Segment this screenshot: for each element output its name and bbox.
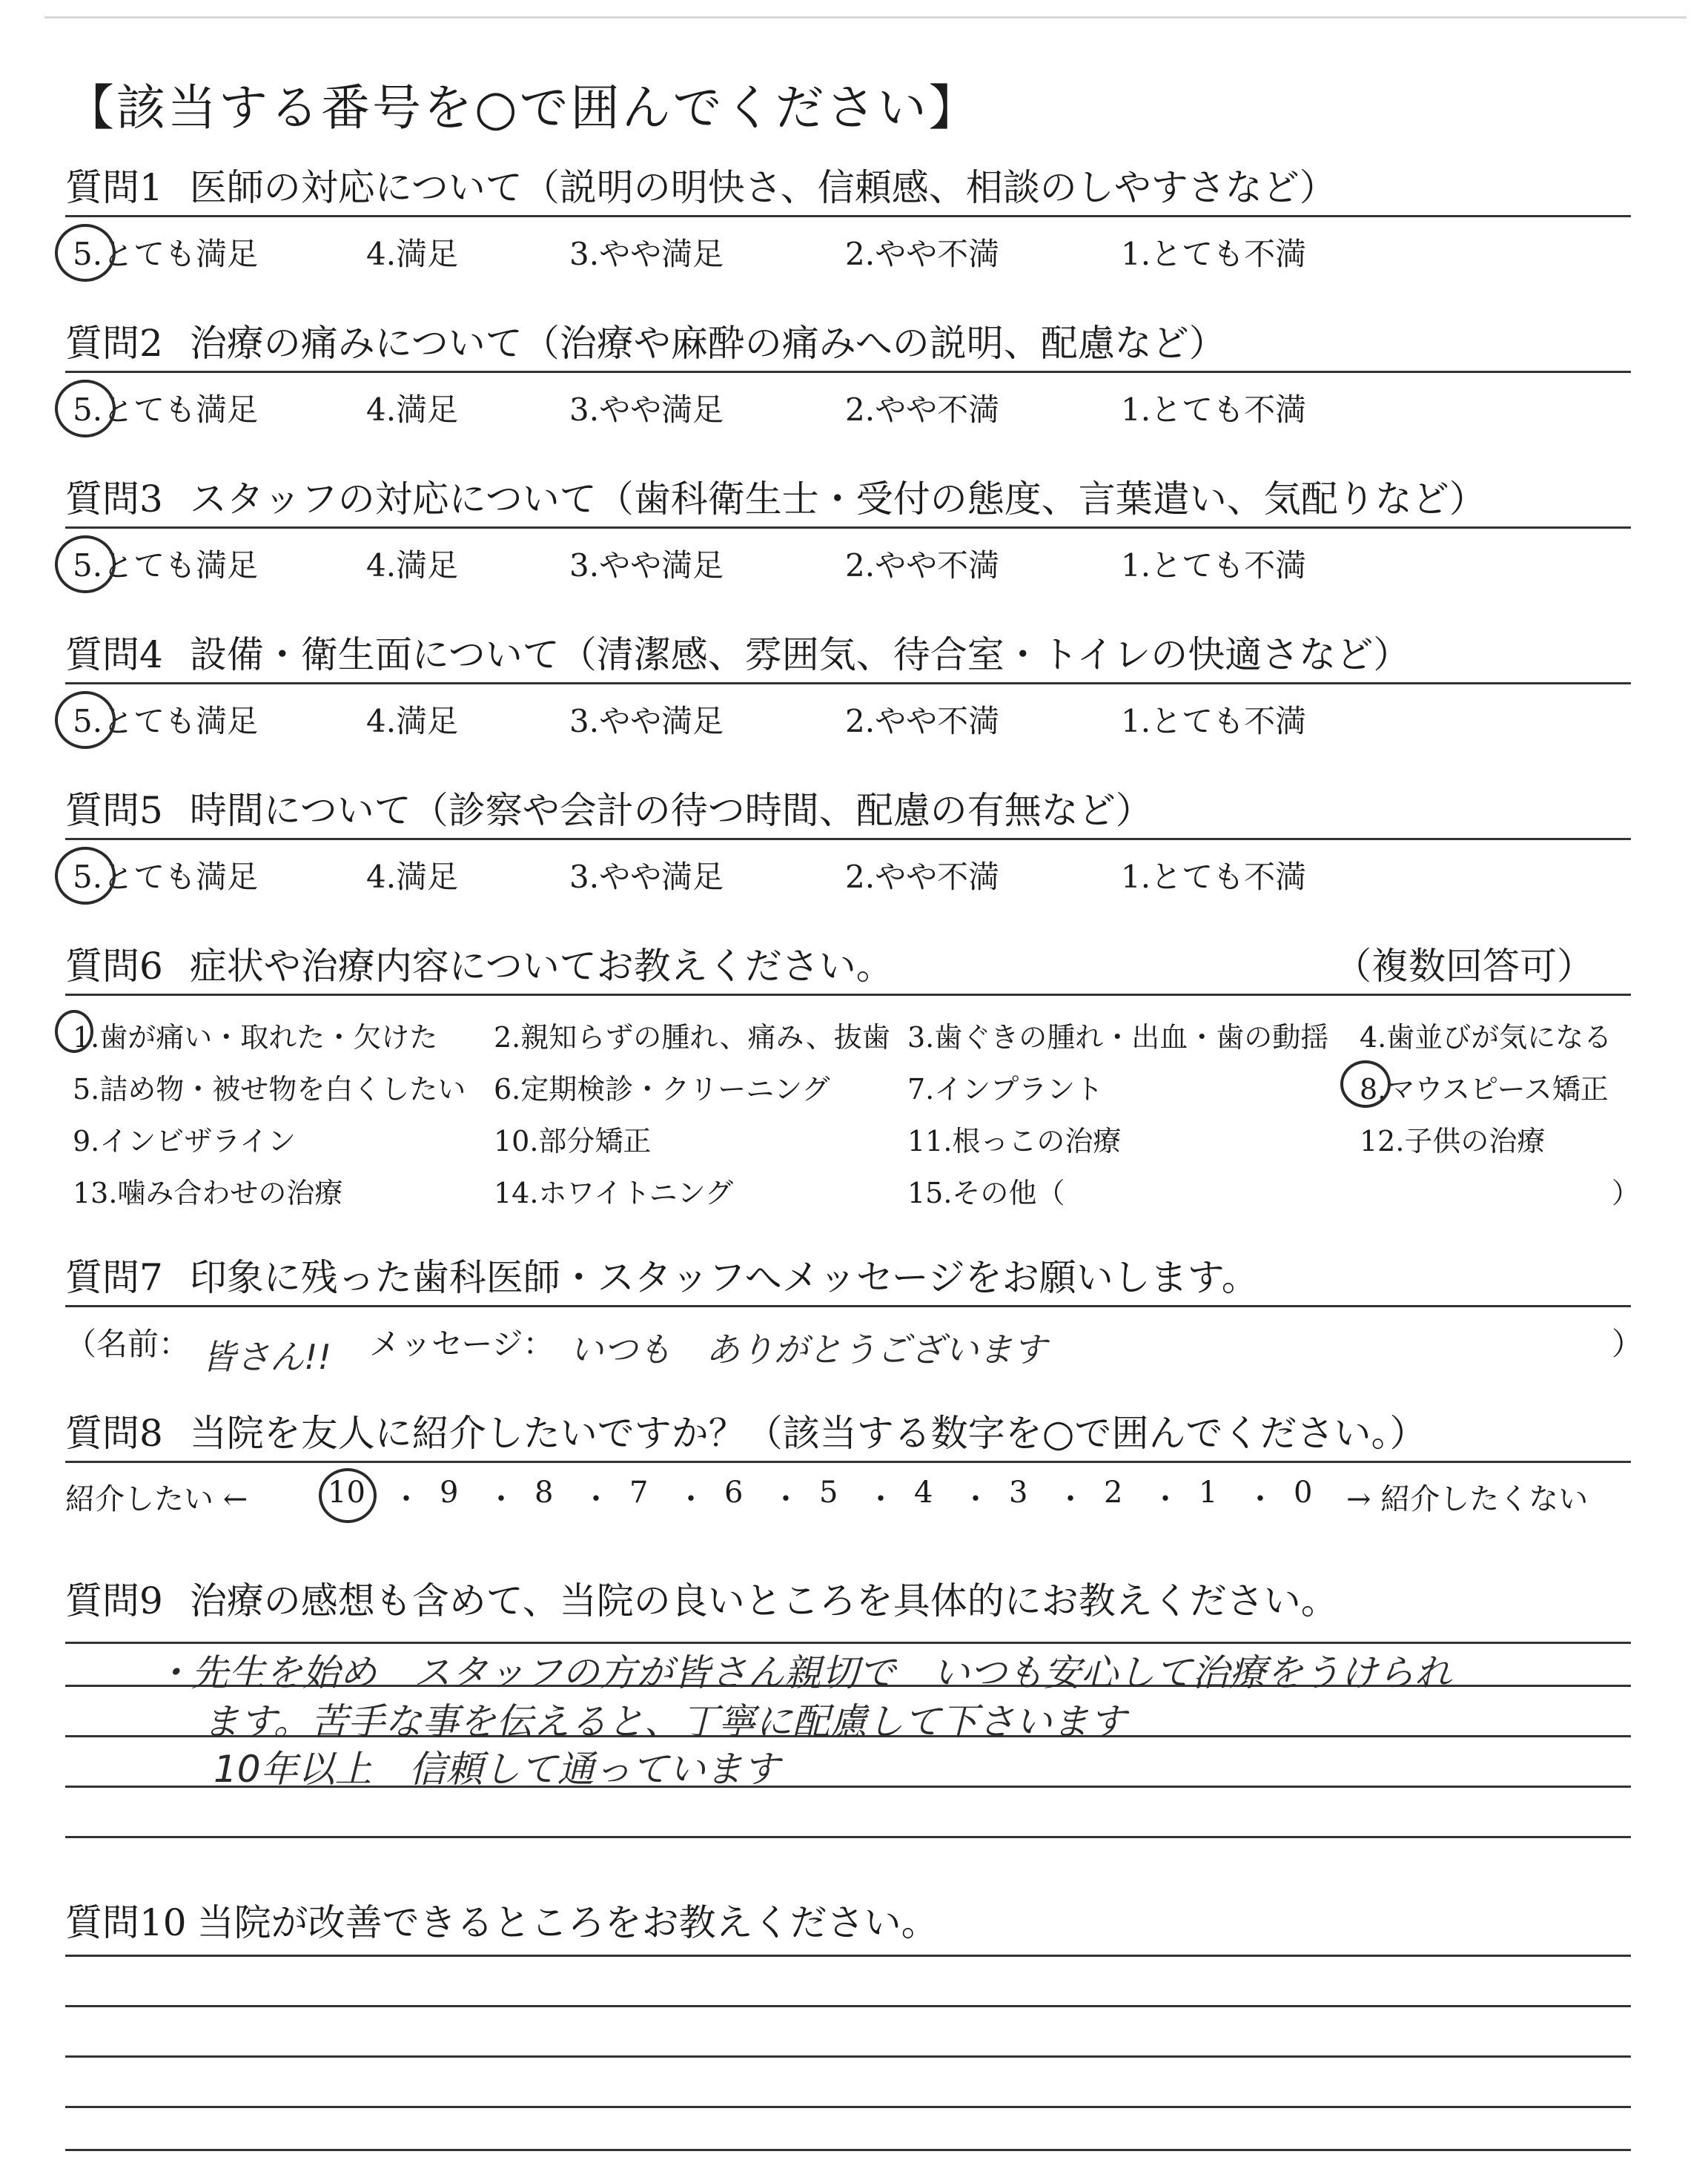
option-1[interactable]: 1.歯が痛い・取れた・欠けた — [73, 1021, 438, 1054]
scale-10[interactable]: 10 — [328, 1476, 365, 1510]
option-15-close: ） — [1612, 1177, 1641, 1209]
rating-3[interactable]: 3.やや満足 — [569, 547, 724, 584]
scale-1[interactable]: 1 — [1199, 1476, 1218, 1510]
recommend-right-label: → 紹介したくない — [1346, 1482, 1589, 1516]
question-number: 質問1 — [65, 166, 163, 209]
rating-1[interactable]: 1.とても不満 — [1121, 703, 1307, 739]
answer-line-1[interactable]: ・先生を始め スタッフの方が皆さん親切で いつも安心して治療をうけられ — [154, 1651, 1452, 1694]
scale-dot: ・ — [1151, 1482, 1180, 1516]
rating-5[interactable]: 5.とても満足 — [73, 703, 259, 739]
question-text: 医師の対応について（説明の明快さ、信頼感、相談のしやすさなど） — [189, 166, 1337, 209]
rating-2[interactable]: 2.やや不満 — [845, 392, 1000, 428]
rating-1[interactable]: 1.とても不満 — [1121, 236, 1307, 272]
multiple-answer-note: （複数回答可） — [1334, 945, 1594, 988]
rating-3[interactable]: 3.やや満足 — [569, 392, 724, 428]
rating-1[interactable]: 1.とても不満 — [1121, 547, 1307, 584]
question-number: 質問9 — [65, 1579, 163, 1622]
question-number: 質問7 — [65, 1256, 163, 1299]
option-10[interactable]: 10.部分矯正 — [494, 1125, 652, 1157]
option-9[interactable]: 9.インビザライン — [73, 1125, 297, 1157]
question-10 — [65, 1897, 1631, 1949]
rating-5[interactable]: 5.とても満足 — [73, 236, 259, 272]
question-number: 質問4 — [65, 633, 163, 676]
scale-6[interactable]: 6 — [724, 1476, 744, 1510]
message-close: ） — [1612, 1326, 1644, 1362]
scale-3[interactable]: 3 — [1009, 1476, 1028, 1510]
question-text: 症状や治療内容についてお教えください。 — [189, 945, 893, 988]
question-rule — [65, 215, 1631, 217]
answer-line — [65, 2149, 1631, 2151]
scale-dot: ・ — [486, 1482, 516, 1516]
question-1 — [65, 162, 1631, 272]
rating-options — [65, 541, 1631, 586]
option-7[interactable]: 7.インプラント — [907, 1073, 1104, 1106]
rating-3[interactable]: 3.やや満足 — [569, 703, 724, 739]
message-value[interactable]: いつも ありがとうございます — [569, 1330, 1047, 1370]
question-9 — [65, 1575, 1631, 1791]
rating-5[interactable]: 5.とても満足 — [73, 859, 259, 895]
question-number: 質問2 — [65, 322, 163, 365]
rating-1[interactable]: 1.とても不満 — [1121, 859, 1307, 895]
question-rule — [65, 682, 1631, 684]
question-text: 設備・衛生面について（清潔感、雰囲気、待合室・トイレの快適さなど） — [189, 633, 1411, 676]
rating-3[interactable]: 3.やや満足 — [569, 236, 724, 272]
name-label: （名前： — [65, 1326, 191, 1362]
question-7 — [65, 1252, 1644, 1377]
question-rule — [65, 526, 1631, 529]
scale-dot: ・ — [866, 1482, 896, 1516]
question-5 — [65, 785, 1631, 895]
option-8[interactable]: 8.マウスピース矯正 — [1360, 1073, 1609, 1106]
question-number: 質問3 — [65, 478, 163, 521]
scale-dot: ・ — [771, 1482, 801, 1516]
question-number: 質問5 — [65, 789, 163, 832]
rating-4[interactable]: 4.満足 — [366, 547, 459, 584]
rating-options — [65, 386, 1631, 430]
answer-line — [65, 1836, 1631, 1838]
recommend-scale — [65, 1476, 1631, 1520]
rating-4[interactable]: 4.満足 — [366, 236, 459, 272]
scale-dot: ・ — [1245, 1482, 1275, 1516]
selection-circle — [55, 847, 116, 905]
option-5[interactable]: 5.詰め物・被せ物を白くしたい — [73, 1073, 466, 1106]
rating-options — [65, 697, 1631, 742]
selection-circle — [55, 1010, 93, 1053]
answer-line-2[interactable]: ます。苦手な事を伝えると、丁寧に配慮して下さいます — [202, 1700, 1126, 1743]
question-text: 時間について（診察や会計の待つ時間、配慮の有無など） — [189, 789, 1153, 832]
question-number: 質問8 — [65, 1412, 163, 1455]
option-14[interactable]: 14.ホワイトニング — [494, 1177, 734, 1209]
scale-4[interactable]: 4 — [914, 1476, 933, 1510]
rating-5[interactable]: 5.とても満足 — [73, 392, 259, 428]
question-2 — [65, 317, 1631, 428]
rating-options — [65, 230, 1631, 274]
question-rule — [65, 1461, 1631, 1463]
option-3[interactable]: 3.歯ぐきの腫れ・出血・歯の動揺 — [907, 1021, 1329, 1054]
question-number: 質問10 — [65, 1901, 187, 1944]
question-text: スタッフの対応について（歯科衛生士・受付の態度、言葉遣い、気配りなど） — [189, 478, 1486, 521]
question-rule — [65, 994, 1631, 996]
selection-circle — [319, 1468, 377, 1523]
answer-line — [65, 2055, 1631, 2058]
question-number: 質問6 — [65, 945, 163, 988]
rating-1[interactable]: 1.とても不満 — [1121, 392, 1307, 428]
rating-4[interactable]: 4.満足 — [366, 392, 459, 428]
question-text: 当院を友人に紹介したいですか？（該当する数字を○で囲んでください。） — [189, 1412, 1427, 1455]
question-text: 印象に残った歯科医師・スタッフへメッセージをお願いします。 — [189, 1256, 1259, 1299]
rating-5[interactable]: 5.とても満足 — [73, 547, 259, 584]
question-rule — [65, 838, 1631, 840]
scale-8[interactable]: 8 — [534, 1476, 554, 1510]
rating-2[interactable]: 2.やや不満 — [845, 703, 1000, 739]
scale-2[interactable]: 2 — [1104, 1476, 1123, 1510]
rating-options — [65, 853, 1631, 897]
question-6 — [65, 940, 1641, 1209]
option-6[interactable]: 6.定期検診・クリーニング — [494, 1073, 830, 1106]
page-title: 【該当する番号を○で囲んでください】 — [65, 79, 980, 136]
name-value[interactable]: 皆さん!! — [202, 1337, 331, 1377]
option-11[interactable]: 11.根っこの治療 — [907, 1125, 1122, 1157]
rating-4[interactable]: 4.満足 — [366, 703, 459, 739]
scale-dot: ・ — [961, 1482, 990, 1516]
option-12[interactable]: 12.子供の治療 — [1360, 1125, 1546, 1157]
message-label: メッセージ： — [369, 1326, 555, 1362]
scale-dot: ・ — [391, 1482, 421, 1516]
scale-dot: ・ — [1056, 1482, 1085, 1516]
rating-2[interactable]: 2.やや不満 — [845, 547, 1000, 584]
recommend-left-label: 紹介したい ← — [65, 1482, 248, 1516]
question-text: 治療の痛みについて（治療や麻酔の痛みへの説明、配慮など） — [189, 322, 1226, 365]
answer-line — [65, 1955, 1631, 1957]
top-border — [44, 16, 1687, 19]
question-8 — [65, 1407, 1631, 1516]
selection-circle — [55, 535, 116, 593]
question-text: 治療の感想も含めて、当院の良いところを具体的にお教えください。 — [189, 1579, 1338, 1622]
selection-circle — [55, 380, 116, 437]
question-rule — [65, 1305, 1631, 1307]
selection-circle — [55, 691, 116, 749]
question-rule — [65, 371, 1631, 373]
selection-circle — [55, 224, 116, 282]
rating-2[interactable]: 2.やや不満 — [845, 236, 1000, 272]
rating-3[interactable]: 3.やや満足 — [569, 859, 724, 895]
rating-2[interactable]: 2.やや不満 — [845, 859, 1000, 895]
option-15[interactable]: 15.その他（ — [907, 1177, 1065, 1209]
answer-line-3[interactable]: 10年以上 信頼して通っています — [214, 1748, 780, 1791]
option-2[interactable]: 2.親知らずの腫れ、痛み、抜歯 — [494, 1021, 890, 1054]
question-4 — [65, 629, 1631, 739]
scale-9[interactable]: 9 — [440, 1476, 459, 1510]
scale-5[interactable]: 5 — [819, 1476, 838, 1510]
option-13[interactable]: 13.噛み合わせの治療 — [73, 1177, 343, 1209]
rating-4[interactable]: 4.満足 — [366, 859, 459, 895]
scale-dot: ・ — [676, 1482, 706, 1516]
option-4[interactable]: 4.歯並びが気になる — [1360, 1021, 1612, 1054]
treatment-options — [65, 1014, 1641, 1237]
question-text: 当院が改善できるところをお教えください。 — [196, 1901, 939, 1944]
selection-circle — [1340, 1060, 1391, 1108]
answer-line — [65, 2005, 1631, 2007]
scale-7[interactable]: 7 — [629, 1476, 649, 1510]
scale-0[interactable]: 0 — [1294, 1476, 1313, 1510]
question-3 — [65, 473, 1631, 584]
message-row — [65, 1320, 1644, 1379]
scale-dot: ・ — [581, 1482, 611, 1516]
answer-line — [65, 2106, 1631, 2108]
